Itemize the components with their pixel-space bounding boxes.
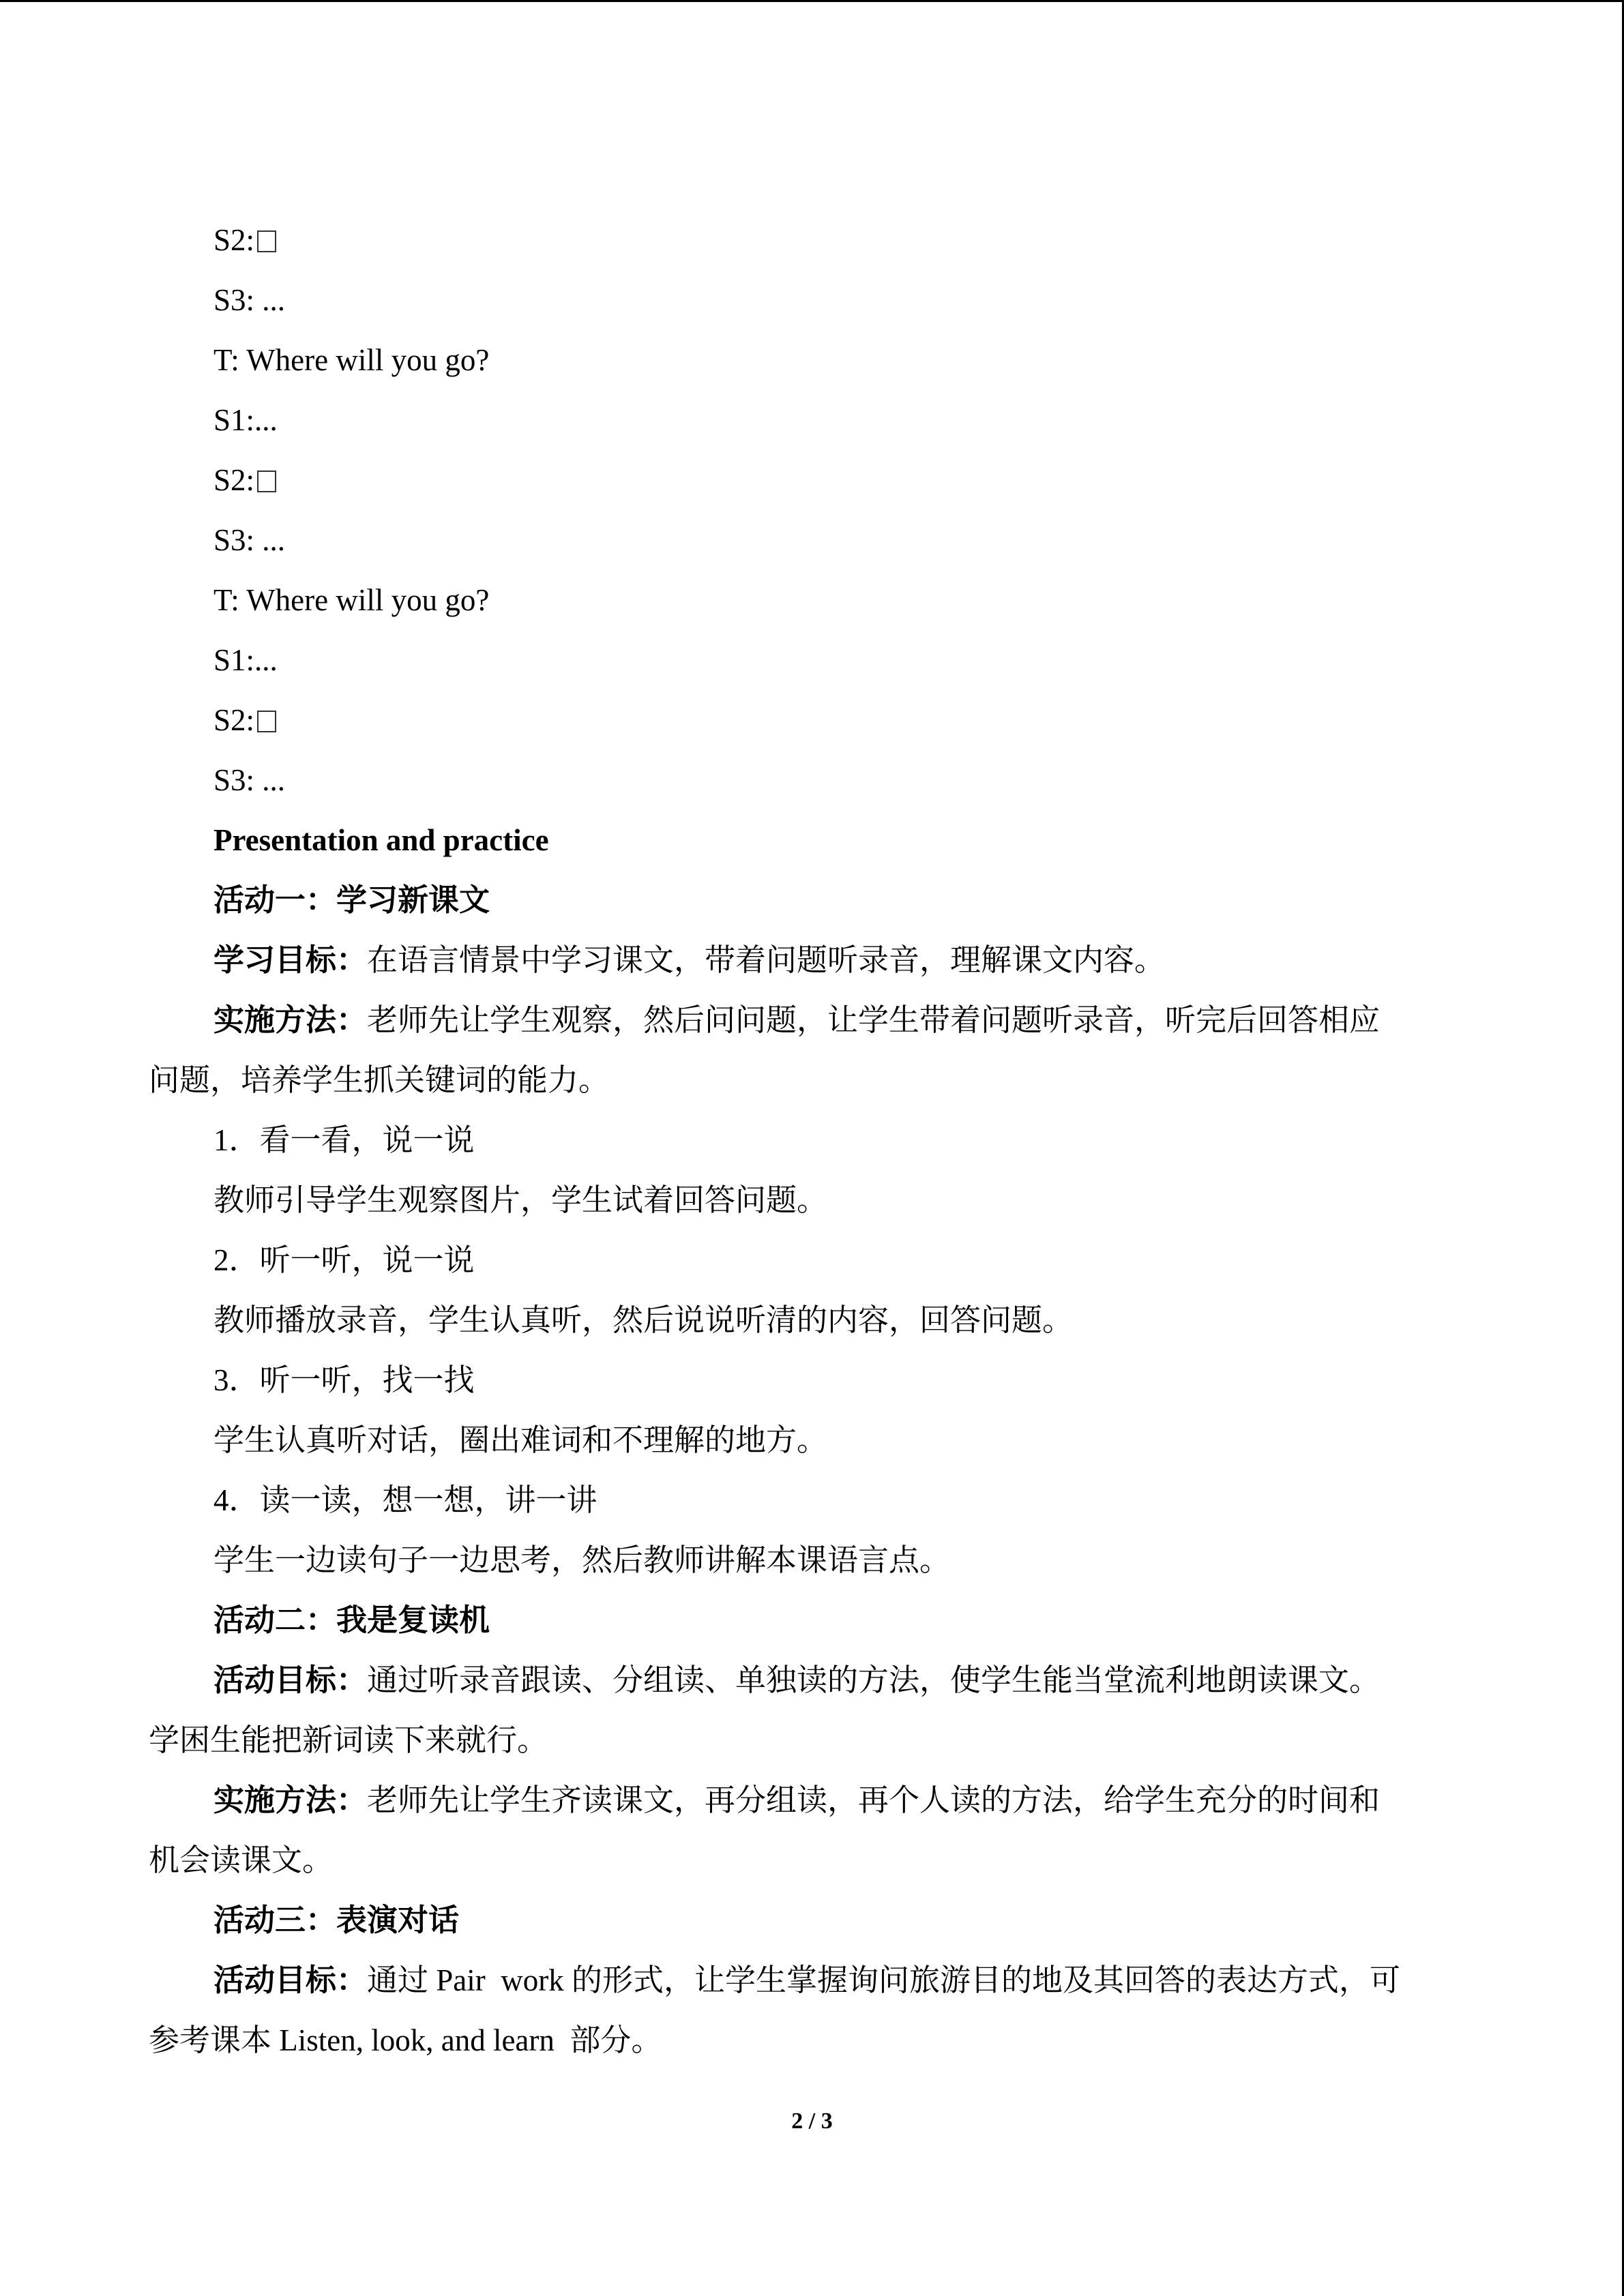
goal-text: 通过 Pair work 的形式，让学生掌握询问旅游目的地及其回答的表达方式，可	[367, 1963, 1400, 1997]
step-1-title: 1．看一看，说一说	[213, 1123, 475, 1157]
step-3-title: 3．听一听，找一找	[213, 1363, 475, 1397]
speaker-s2: S2:	[213, 703, 255, 737]
goal-text: 通过听录音跟读、分组读、单独读的方法，使学生能当堂流利地朗读课文。	[367, 1663, 1381, 1697]
method-label: 实施方法：	[213, 1783, 368, 1817]
dialogue-line-s2	[149, 690, 1475, 750]
missing-glyph-box-icon	[257, 711, 276, 732]
activity-1-title: 活动一：学习新课文	[213, 883, 490, 917]
dialogue-line-s2	[149, 210, 1475, 270]
activity-2-method-continued: 机会读课文。	[149, 1843, 334, 1877]
activity-1-method-continued: 问题，培养学生抓关键词的能力。	[149, 1063, 610, 1097]
missing-glyph-box-icon	[257, 471, 276, 492]
dialogue-line-s3: S3: ...	[213, 763, 286, 797]
activity-2-title: 活动二：我是复读机	[213, 1603, 490, 1637]
activity-3-goal	[149, 1950, 1475, 2010]
section-heading: Presentation and practice	[213, 823, 549, 857]
dialogue-line-s1: S1:...	[213, 403, 278, 437]
goal-label: 活动目标：	[213, 1963, 368, 1997]
goal-text: 在语言情景中学习课文，带着问题听录音，理解课文内容。	[367, 943, 1166, 977]
activity-2-method	[149, 1770, 1475, 1830]
activity-2-goal	[149, 1650, 1475, 1710]
speaker-s2: S2:	[213, 463, 255, 497]
goal-label: 学习目标：	[213, 943, 368, 977]
goal-label: 活动目标：	[213, 1663, 368, 1697]
method-text: 老师先让学生观察，然后问问题，让学生带着问题听录音，听完后回答相应	[367, 1003, 1381, 1037]
step-2-description: 教师播放录音，学生认真听，然后说说听清的内容，回答问题。	[213, 1303, 1074, 1337]
activity-2-goal-continued: 学困生能把新词读下来就行。	[149, 1723, 548, 1757]
step-2-title: 2．听一听，说一说	[213, 1243, 475, 1277]
method-text: 老师先让学生齐读课文，再分组读，再个人读的方法，给学生充分的时间和	[367, 1783, 1381, 1817]
activity-3-title: 活动三：表演对话	[213, 1903, 460, 1937]
missing-glyph-box-icon	[257, 230, 276, 252]
dialogue-line-s1: S1:...	[213, 643, 278, 677]
speaker-s2: S2:	[213, 223, 255, 257]
method-label: 实施方法：	[213, 1003, 368, 1037]
dialogue-line-s2	[149, 450, 1475, 510]
page-content	[149, 210, 1475, 2070]
activity-3-goal-continued: 参考课本 Listen, look, and learn 部分。	[149, 2023, 662, 2057]
activity-1-goal	[149, 930, 1475, 990]
dialogue-line-teacher: T: Where will you go?	[213, 583, 490, 617]
dialogue-line-s3: S3: ...	[213, 523, 286, 557]
step-4-description: 学生一边读句子一边思考，然后教师讲解本课语言点。	[213, 1543, 951, 1577]
step-1-description: 教师引导学生观察图片，学生试着回答问题。	[213, 1183, 828, 1217]
activity-1-method	[149, 990, 1475, 1050]
page-number: 2 / 3	[791, 2108, 833, 2134]
dialogue-line-s3: S3: ...	[213, 283, 286, 317]
step-4-title: 4．读一读，想一想，讲一讲	[213, 1483, 597, 1517]
dialogue-line-teacher: T: Where will you go?	[213, 343, 490, 377]
step-3-description: 学生认真听对话，圈出难词和不理解的地方。	[213, 1423, 828, 1457]
